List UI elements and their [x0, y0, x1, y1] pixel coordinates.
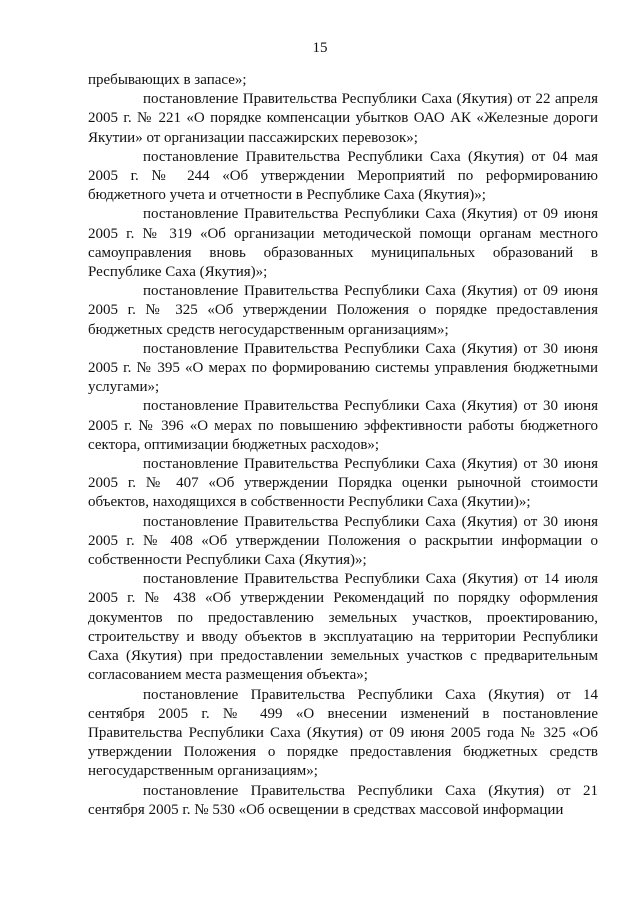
page-number: 15: [312, 40, 328, 56]
paragraph-resolution-499: постановление Правительства Республики Саха (Якутия) от 14 сентября 2005 г. № 499 «О внесении изменений в постановление Правительства Республики Саха (Якутия) от 09 июня 2005 года № 325 «Об утверждении Положения о порядке предоставления бюджетных средств негосударственным организациям»;: [88, 686, 598, 780]
paragraph-continuation: пребывающих в запасе»;: [88, 72, 247, 88]
paragraph-resolution-221: постановление Правительства Республики Саха (Якутия) от 22 апреля 2005 г. № 221 «О порядке компенсации убытков ОАО АК «Железные дороги Якутии» от организации пассажирских перевозок»;: [88, 91, 598, 146]
paragraph-resolution-408: постановление Правительства Республики Саха (Якутия) от 30 июня 2005 г. № 408 «Об утверждении Положения о раскрытии информации о собственности Республики Саха (Якутия)»;: [88, 513, 598, 569]
paragraph-resolution-530: постановление Правительства Республики Саха (Якутия) от 21 сентября 2005 г. № 530 «Об освещении в средствах массовой информации: [88, 782, 598, 818]
paragraph-resolution-396: постановление Правительства Республики Саха (Якутия) от 30 июня 2005 г. № 396 «О мерах по повышению эффективности работы бюджетного сектора, оптимизации бюджетных расходов»;: [88, 398, 598, 453]
paragraph-resolution-325: постановление Правительства Республики Саха (Якутия) от 09 июня 2005 г. № 325 «Об утверждении Положения о порядке предоставления бюджетных средств негосударственным организациям»;: [88, 283, 598, 338]
document-body: [88, 71, 598, 820]
paragraph-resolution-395: постановление Правительства Республики Саха (Якутия) от 30 июня 2005 г. № 395 «О мерах по формированию системы управления бюджетными услугами»;: [88, 340, 598, 396]
paragraph-resolution-407: постановление Правительства Республики Саха (Якутия) от 30 июня 2005 г. № 407 «Об утверждении Порядка оценки рыночной стоимости объектов, находящихся в собственности Республики Саха (Якутии)»;: [88, 456, 598, 511]
paragraph-resolution-319: постановление Правительства Республики Саха (Якутия) от 09 июня 2005 г. № 319 «Об организации методической помощи органам местного самоуправления вновь образованных муниципальных образований в Республике Саха (Якутия)»;: [88, 206, 598, 281]
paragraph-resolution-438: постановление Правительства Республики Саха (Якутия) от 14 июля 2005 г. № 438 «Об утверждении Рекомендаций по порядку оформления документов по предоставлению земельных участков, проектированию, строительству и вводу объектов в эксплуатацию на территории Республики Саха (Якутия) при предоставлении земельных участков с предварительным согласованием места размещения объекта»;: [88, 571, 598, 684]
paragraph-resolution-244: постановление Правительства Республики Саха (Якутия) от 04 мая 2005 г. № 244 «Об утверждении Мероприятий по реформированию бюджетного учета и отчетности в Республике Саха (Якутия)»;: [88, 148, 598, 204]
